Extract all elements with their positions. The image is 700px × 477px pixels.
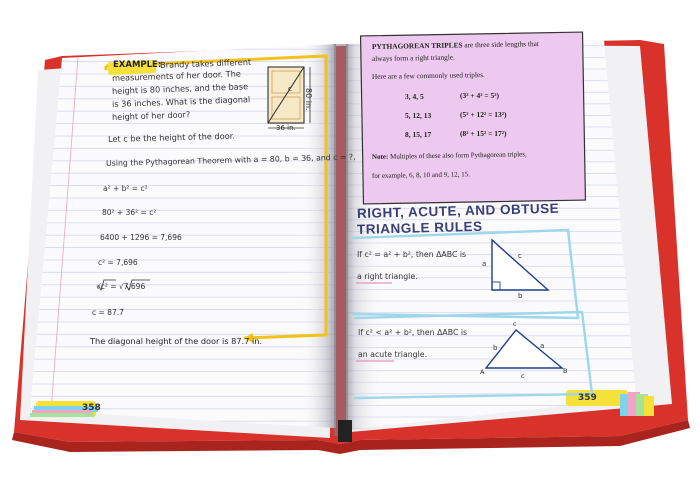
door-diagonal-label: c [288,85,292,93]
right-rule-line-2: a right triangle. [357,272,418,281]
acute-tri-label-c-top: c [513,320,517,328]
left-page-number: 358 [82,403,101,413]
note-rest: Multiples of these also form Pythagorean triples, [388,150,527,161]
triples-heading: PYTHAGOREAN TRIPLES [371,40,463,51]
triples-heading-rest: are three side lengths that [462,39,539,50]
acute-rule-line-2: an acute triangle. [358,350,428,359]
acute-tri-vertex-A: A [480,368,485,376]
example-line-2: measurements of her door. The [111,68,242,83]
example-line-5: height of her door? [111,109,191,122]
step-1: a² + b² = c² [103,184,148,193]
door-base-label: 36 in. [276,124,296,132]
step-2: 80² + 36² = c² [102,208,157,217]
conclusion: The diagonal height of the door is 87.7 in. [90,336,263,346]
door-height-label: 80 in. [304,88,313,111]
step-3: 6400 + 1296 = 7,696 [100,233,182,242]
triples-note-line-2: for example, 6, 8, 10 and 9, 12, 15. [371,170,471,180]
triple-2: 5, 12, 13 [405,111,432,120]
acute-tri-label-b: b [493,344,498,352]
acute-tri-vertex-B: B [563,367,568,375]
right-tri-label-b: b [518,292,523,300]
triple-2-equation: (5² + 12² = 13²) [460,110,507,119]
section-title-line-1: RIGHT, ACUTE, AND OBTUSE [356,200,560,221]
acute-tri-label-a: a [540,342,545,350]
triple-1: 3, 4, 5 [405,92,424,101]
right-page-number: 359 [578,393,597,403]
right-tri-label-a: a [482,260,487,268]
example-label: EXAMPLE: [113,60,162,70]
triple-3-equation: (8² + 15² = 17²) [460,129,507,138]
acute-tri-label-c-bottom: c [521,372,525,380]
let-statement: Let c be the height of the door. [107,130,236,144]
acute-rule-line-1: If c² < a² + b², then ΔABC is [358,328,468,337]
right-tri-label-c: c [518,252,522,260]
triple-1-equation: (3² + 4² = 5²) [460,91,500,100]
section-title-line-2: TRIANGLE RULES [356,218,483,237]
triples-intro-line-3: Here are a few commonly used triples. [371,70,485,81]
step-4: c² = 7,696 [98,258,138,267]
triples-intro-line-2: always form a right triangle. [371,52,455,63]
example-line-3: height is 80 inches, and the base [111,81,249,96]
step-5: √c² = √7,696 [96,282,146,291]
right-rule-line-1: If c² = a² + b², then ΔABC is [357,250,467,259]
step-6: c = 87.7 [92,308,124,317]
note-label: Note: [371,152,389,161]
triple-3: 8, 15, 17 [405,130,432,139]
using-statement: Using the Pythagorean Theorem with a = 80, b = 36, and c = ?, [105,152,356,168]
example-line-4: is 36 inches. What is the diagonal [111,94,251,109]
example-line-1: Brandy takes different [159,56,252,70]
